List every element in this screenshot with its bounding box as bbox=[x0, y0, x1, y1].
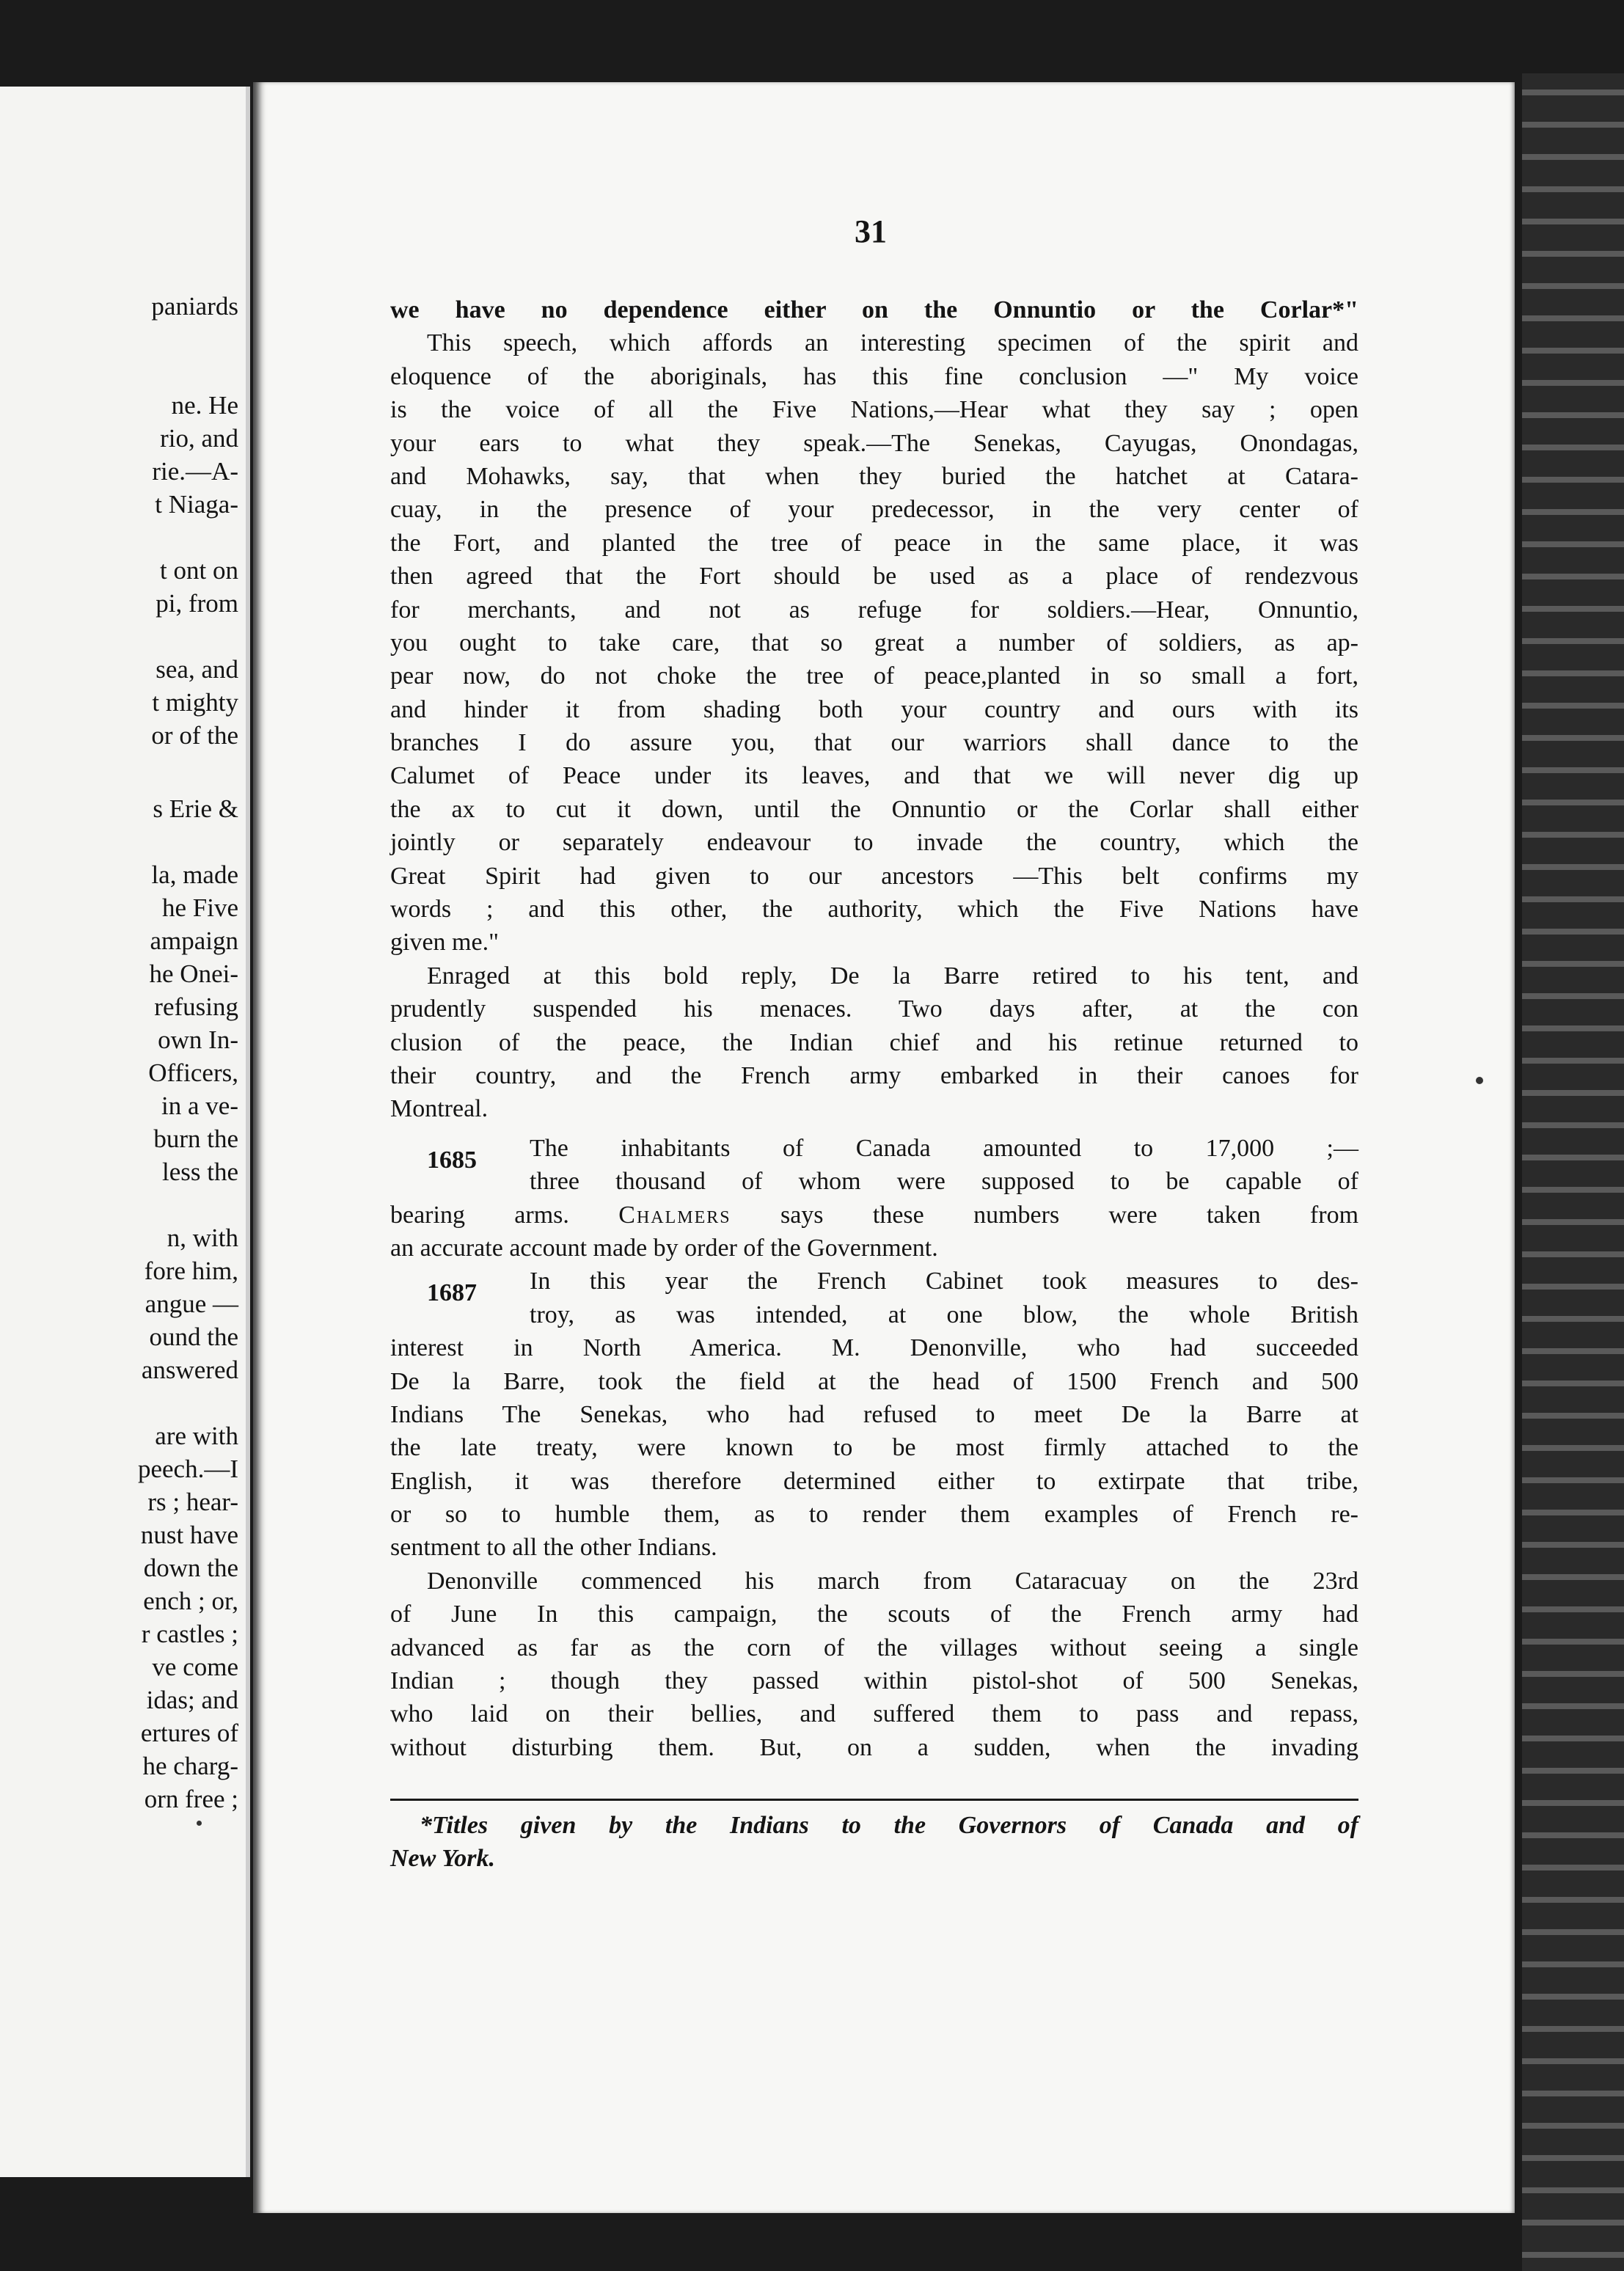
left-page-line: less the bbox=[161, 1158, 238, 1186]
left-page-line: sea, and bbox=[156, 655, 238, 684]
text-line: Calumet of Peace under its leaves, and that we will never dig up bbox=[390, 762, 1358, 790]
paragraph-denonville bbox=[390, 1565, 1358, 1764]
text-line: pear now, do not choke the tree of peace,planted in so small a fort, bbox=[390, 662, 1358, 690]
text-line: Denonville commenced his march from Cataracuay on the 23rd bbox=[427, 1567, 1358, 1595]
left-page-line: he Onei- bbox=[149, 959, 238, 988]
left-page-line: ertures of bbox=[140, 1719, 238, 1747]
author-name: Chalmers bbox=[618, 1201, 731, 1229]
text-line bbox=[390, 1132, 1358, 1174]
left-page-line: rs ; hear- bbox=[147, 1488, 238, 1516]
text-line: branches I do assure you, that our warriors shall dance to the bbox=[390, 729, 1358, 757]
text-fragment: says these numbers were taken from bbox=[780, 1201, 1359, 1229]
text-line: an accurate account made by order of the Government. bbox=[390, 1234, 938, 1262]
text-line: is the voice of all the Five Nations,—Hear what they say ; open bbox=[390, 396, 1358, 424]
footnote-line: *Titles given by the Indians to the Governors of Canada and of bbox=[420, 1812, 1358, 1839]
footnote-divider bbox=[390, 1799, 1358, 1801]
text-line: jointly or separately endeavour to invade the country, which the bbox=[390, 829, 1358, 857]
left-page-line: refusing bbox=[154, 992, 238, 1021]
left-page-line: paniards bbox=[151, 292, 238, 321]
paragraph-speech bbox=[390, 293, 1358, 959]
text-line: then agreed that the Fort should be used as a place of rendezvous bbox=[390, 563, 1358, 590]
text-line: of June In this campaign, the scouts of the French army had bbox=[390, 1601, 1358, 1628]
left-page-line: t mighty bbox=[152, 688, 238, 717]
left-page-line: s Erie & bbox=[153, 794, 238, 823]
left-page-line: nust have bbox=[140, 1521, 238, 1549]
text-line: and Mohawks, say, that when they buried the hatchet at Catara- bbox=[390, 462, 1358, 490]
left-page-line: burn the bbox=[153, 1124, 238, 1153]
left-page-line: are with bbox=[155, 1422, 238, 1450]
left-page-line: ound the bbox=[149, 1323, 238, 1351]
left-page-line: own In- bbox=[158, 1025, 238, 1054]
text-line: Indians The Senekas, who had refused to meet De la Barre at bbox=[390, 1400, 1358, 1428]
text-line-content: In this year the French Cabinet took measures to des- bbox=[530, 1268, 1358, 1295]
text-line: or so to humble them, as to render them examples of French re- bbox=[390, 1501, 1358, 1529]
paragraph-de-la-barre bbox=[390, 959, 1358, 1126]
text-line: the ax to cut it down, until the Onnuntio or the Corlar shall either bbox=[390, 795, 1358, 823]
text-line: Montreal. bbox=[390, 1095, 489, 1123]
left-page-line: in a ve- bbox=[161, 1091, 238, 1120]
text-line: and hinder it from shading both your country and ours with its bbox=[390, 695, 1358, 723]
text-line: given me." bbox=[390, 929, 499, 957]
left-page-line: rie.—A- bbox=[152, 457, 238, 486]
text-line bbox=[390, 1199, 1358, 1232]
text-line-content: The inhabitants of Canada amounted to 17,000 ;— bbox=[530, 1134, 1358, 1162]
left-page-line: r castles ; bbox=[141, 1620, 238, 1648]
text-line: This speech, which affords an interesting specimen of the spirit and bbox=[427, 329, 1358, 357]
footnote-line: New York. bbox=[390, 1845, 495, 1872]
text-line: prudently suspended his menaces. Two days after, at the con bbox=[390, 995, 1358, 1023]
text-line: eloquence of the aboriginals, has this fine conclusion —" My voice bbox=[390, 362, 1358, 390]
left-page-line: t ont on bbox=[160, 556, 238, 585]
left-page-line: or of the bbox=[151, 721, 238, 750]
text-line: three thousand of whom were supposed to be capable of bbox=[530, 1168, 1358, 1196]
entry-1685 bbox=[390, 1132, 1358, 1265]
text-line bbox=[390, 1265, 1358, 1307]
scanner-background-edge bbox=[1522, 73, 1624, 2271]
main-text bbox=[390, 293, 1358, 1764]
text-fragment: bearing arms. bbox=[390, 1201, 569, 1229]
text-line: for merchants, and not as refuge for soldiers.—Hear, Onnuntio, bbox=[390, 596, 1358, 623]
left-page-line: t Niaga- bbox=[155, 490, 238, 519]
left-page-line: pi, from bbox=[156, 589, 238, 618]
text-line: Great Spirit had given to our ancestors —This belt confirms my bbox=[390, 862, 1358, 890]
left-page-line: Officers, bbox=[148, 1058, 238, 1087]
text-line: the late treaty, were known to be most firmly attached to the bbox=[390, 1434, 1358, 1462]
text-line: De la Barre, took the field at the head of 1500 French and 500 bbox=[390, 1367, 1358, 1395]
page-number: 31 bbox=[855, 213, 887, 249]
left-page-line: peech.—I bbox=[137, 1455, 238, 1483]
text-line: words ; and this other, the authority, which the Five Nations have bbox=[390, 896, 1358, 924]
left-page-line: rio, and bbox=[160, 424, 238, 453]
text-line: English, it was therefore determined either to extirpate that tribe, bbox=[390, 1467, 1358, 1495]
scan-speck bbox=[197, 1821, 202, 1826]
left-page-line: he charg- bbox=[142, 1752, 238, 1780]
text-line: cuay, in the presence of your predecessor, in the very center of bbox=[390, 496, 1358, 524]
year-label: 1685 bbox=[427, 1146, 477, 1174]
left-page-line: orn free ; bbox=[144, 1785, 238, 1813]
text-line: interest in North America. M. Denonville, who had succeeded bbox=[390, 1334, 1358, 1362]
left-page bbox=[0, 87, 250, 2177]
text-line: sentment to all the other Indians. bbox=[390, 1534, 717, 1562]
left-page-line: n, with bbox=[167, 1224, 238, 1252]
year-label: 1687 bbox=[427, 1279, 477, 1307]
left-page-line: ne. He bbox=[171, 391, 238, 420]
entry-1687 bbox=[390, 1265, 1358, 1565]
left-page-line: angue — bbox=[145, 1290, 238, 1318]
text-line: their country, and the French army embarked in their canoes for bbox=[390, 1061, 1358, 1089]
text-line: the Fort, and planted the tree of peace in the same place, it was bbox=[390, 529, 1358, 557]
text-line: who laid on their bellies, and suffered them to pass and repass, bbox=[390, 1700, 1358, 1728]
left-page-line: down the bbox=[143, 1554, 238, 1582]
scan-speck bbox=[1476, 1077, 1483, 1084]
left-page-line: ampaign bbox=[150, 926, 238, 955]
text-line: without disturbing them. But, on a sudden, when the invading bbox=[390, 1733, 1358, 1761]
text-line: troy, as was intended, at one blow, the whole British bbox=[530, 1301, 1358, 1328]
left-page-line: idas; and bbox=[146, 1686, 238, 1714]
text-line: advanced as far as the corn of the villages without seeing a single bbox=[390, 1634, 1358, 1661]
text-line: we have no dependence either on the Onnuntio or the Corlar*" bbox=[390, 296, 1358, 323]
left-page-line: ve come bbox=[152, 1653, 238, 1681]
text-line: you ought to take care, that so great a number of soldiers, as ap- bbox=[390, 629, 1358, 657]
text-line: your ears to what they speak.—The Senekas, Cayugas, Onondagas, bbox=[390, 429, 1358, 457]
text-line: Indian ; though they passed within pistol-shot of 500 Senekas, bbox=[390, 1667, 1358, 1695]
left-page-line: answered bbox=[141, 1356, 238, 1384]
text-line: clusion of the peace, the Indian chief and his retinue returned to bbox=[390, 1028, 1358, 1056]
left-page-line: he Five bbox=[161, 893, 238, 922]
left-page-line: la, made bbox=[151, 860, 238, 889]
left-page-line: ench ; or, bbox=[143, 1587, 238, 1615]
left-page-line: fore him, bbox=[144, 1257, 238, 1285]
footnote bbox=[390, 1809, 1358, 1875]
text-line: Enraged at this bold reply, De la Barre retired to his tent, and bbox=[427, 962, 1358, 990]
